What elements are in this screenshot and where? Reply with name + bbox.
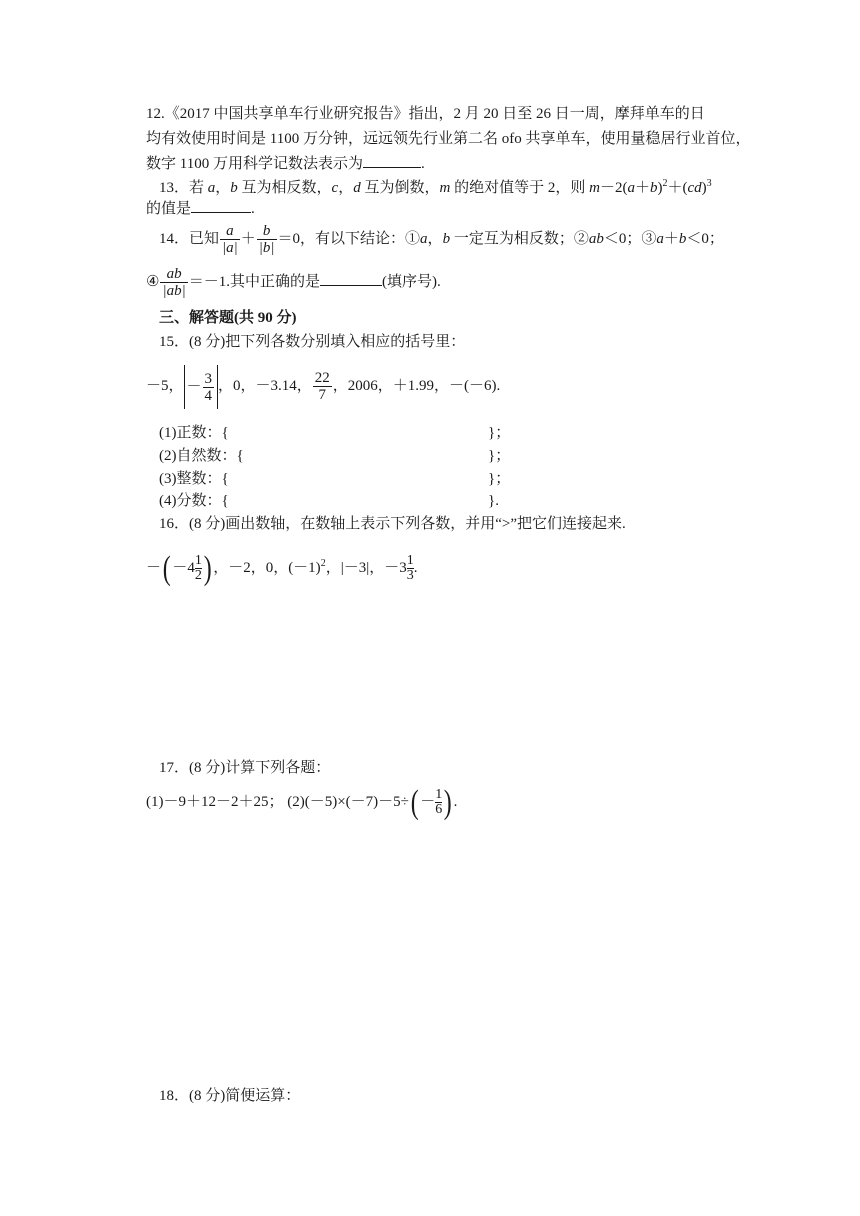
q13-var-a: a: [207, 180, 216, 196]
q15-stem: 15．(8 分)把下列各数分别填入相应的括号里：: [159, 334, 466, 350]
q13-text: 互为倒数，: [360, 180, 440, 196]
q15-row-fraction-close: }.: [488, 493, 499, 509]
q14-text: 一定互为相反数；②: [450, 231, 589, 247]
fraction-numerator: b: [262, 223, 271, 240]
fraction-numerator: a: [226, 223, 234, 240]
fraction-numerator: 3: [204, 370, 213, 387]
q14-fraction-a: [220, 223, 240, 256]
q15-fraction-22-7: [313, 370, 332, 403]
q13-var-b: b: [649, 180, 658, 196]
q13-text: ，: [338, 180, 354, 196]
q14-line-1: [159, 222, 724, 256]
q14-var: a: [656, 231, 664, 247]
q14-answer-blank[interactable]: [320, 271, 382, 286]
q14-text: ＜0；③: [603, 231, 657, 247]
fraction-numerator: 1: [435, 787, 443, 803]
q12-line-2: 均有效使用时间是 1100 万分钟，远远领先行业第二名 ofo 共享单车，使用量稳居行业首位，: [146, 131, 751, 147]
q12-answer-blank[interactable]: [363, 153, 421, 168]
q17-text: .: [453, 794, 458, 810]
q15-row-natural-close: }；: [488, 448, 511, 464]
q17-text: (1)－9＋12－2＋25； (2)(－5)×(－7)－5÷: [146, 794, 409, 810]
q16-text: ，－2，0，(－1): [213, 560, 321, 576]
q16-text: .: [413, 560, 418, 576]
q14-text: ＝0，有以下结论：①: [277, 231, 421, 247]
q14-text: ＋: [240, 231, 256, 247]
q14-var: b: [678, 231, 687, 247]
q16-text: 4: [187, 560, 195, 576]
q17-text: －: [420, 794, 436, 810]
q17-right-paren: ): [443, 783, 452, 821]
q13-line-1: [159, 178, 712, 198]
fraction-denominator: 6: [435, 802, 443, 818]
q12-line-1: 12.《2017 中国共享单车行业研究报告》指出，2 月 20 日至 26 日一周，摩拜单车的日: [146, 106, 705, 122]
q13-var-c: c: [331, 180, 339, 196]
q13-line-2-text: 的值是: [146, 201, 192, 217]
q18-stem: 18．(8 分)简便运算：: [159, 1088, 301, 1104]
q14-var: a: [420, 231, 428, 247]
q13-line-2-end: .: [251, 201, 255, 217]
q13-answer-blank[interactable]: [191, 198, 251, 213]
q14-fraction-ab: [160, 266, 187, 299]
q15-row-positive: (1)正数：{: [159, 425, 229, 441]
q16-left-paren: (: [162, 549, 171, 587]
q13-var-m: m: [589, 180, 600, 196]
q14-text: ，: [427, 231, 443, 247]
q14-var: ab: [588, 231, 604, 247]
q15-row-integer-close: }；: [488, 471, 511, 487]
q14-text: (填序号).: [381, 274, 441, 290]
q17-left-paren: (: [410, 783, 419, 821]
q14-text: ＝－1.其中正确的是: [188, 274, 320, 290]
q14-var: b: [442, 231, 451, 247]
q13-text: ): [657, 180, 663, 196]
q16-fraction: [195, 554, 202, 583]
q15-text: －: [186, 378, 202, 395]
q16-text: ，|－3|，－3: [325, 560, 407, 576]
q12-line-3-end: .: [420, 156, 425, 172]
q17-stem: 17．(8 分)计算下列各题：: [159, 760, 331, 776]
fraction-numerator: ab: [166, 266, 182, 283]
q12-line-3-text: 数字 1100 万用科学记数法表示为: [146, 156, 363, 172]
q14-fraction-b: [257, 223, 277, 256]
q12-line-3: [146, 153, 425, 174]
q13-var-cd: cd: [687, 180, 702, 196]
q15-absolute-value: [184, 365, 219, 409]
fraction-numerator: 22: [314, 370, 330, 387]
q15-row-fraction: (4)分数：{: [159, 493, 229, 509]
q13-text: ): [701, 180, 707, 196]
q13-var-m: m: [439, 180, 451, 196]
q17-fraction: [435, 788, 442, 817]
q14-text: ＋: [663, 231, 679, 247]
q13-text: ＋(: [667, 180, 688, 196]
q13-exponent: 2: [662, 178, 668, 189]
section-heading: 三、解答题(共 90 分): [159, 310, 297, 326]
q13-text: ，: [215, 180, 231, 196]
q14-line-2: [146, 265, 441, 299]
q13-exponent: 3: [706, 178, 712, 189]
fraction-denominator: |b|: [258, 240, 275, 257]
q13-text: ＋: [634, 180, 650, 196]
q15-row-natural: (2)自然数：{: [159, 448, 244, 464]
q16-fraction: [407, 554, 414, 583]
fraction-denominator: 4: [204, 387, 213, 404]
q13-line-2: [146, 198, 255, 219]
q13-var-b: b: [230, 180, 238, 196]
fraction-denominator: |ab|: [162, 283, 186, 300]
q13-text: 13．若: [159, 180, 208, 196]
q13-text: 互为相反数，: [237, 180, 332, 196]
q14-text: 14．已知: [159, 231, 220, 247]
q13-text: －2(: [599, 180, 628, 196]
q15-row-positive-close: }；: [488, 425, 511, 441]
q15-text: ，0，－3.14，: [218, 378, 312, 394]
fraction-denominator: 3: [406, 568, 414, 584]
q14-text: ④: [146, 274, 160, 290]
q13-var-d: d: [353, 180, 361, 196]
q16-text: －: [146, 560, 162, 576]
q16-exponent: 2: [320, 558, 326, 569]
q15-text: ，2006，＋1.99，－(－6).: [332, 378, 501, 394]
q16-stem: 16．(8 分)画出数轴，在数轴上表示下列各数，并用“>”把它们连接起来.: [159, 516, 626, 532]
q16-right-paren: ): [203, 549, 212, 587]
q15-row-integer: (3)整数：{: [159, 471, 229, 487]
fraction-numerator: 1: [406, 553, 414, 569]
fraction-denominator: 7: [313, 386, 332, 403]
fraction-denominator: 2: [194, 568, 202, 584]
q14-text: ＜0；: [686, 231, 724, 247]
q15-fraction: [203, 371, 215, 404]
q13-var-a: a: [627, 180, 635, 196]
q15-numbers: [146, 364, 500, 409]
q15-text: －5，: [146, 378, 184, 394]
q13-text: 的绝对值等于 2，则: [450, 180, 590, 196]
q16-text: －: [172, 560, 188, 576]
q17-parts: [146, 780, 457, 824]
q16-numbers: [146, 546, 417, 590]
fraction-numerator: 1: [194, 553, 202, 569]
fraction-denominator: |a|: [222, 240, 238, 257]
